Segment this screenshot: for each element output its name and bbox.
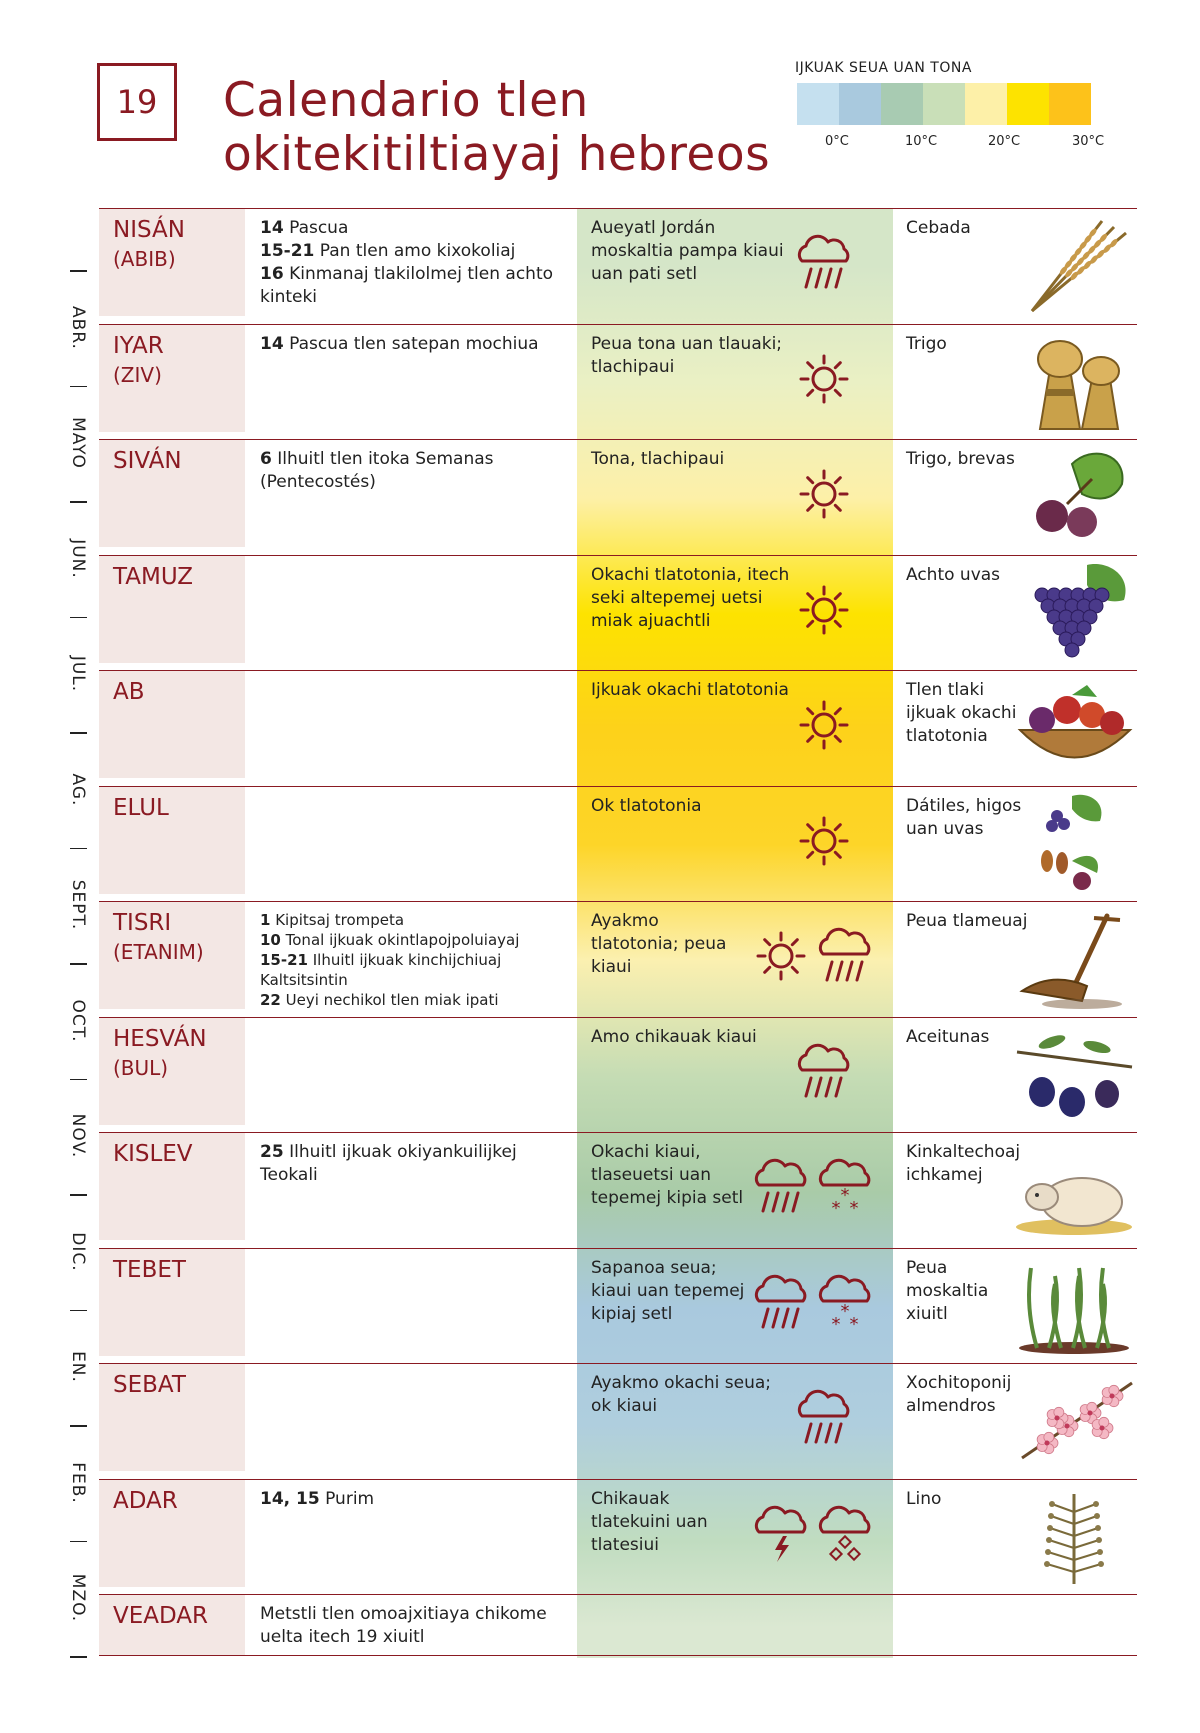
weather-description: Ayakmo okachi seua; ok kiaui <box>591 1373 772 1416</box>
month-name: ELUL <box>113 794 169 821</box>
festival-item <box>260 263 565 309</box>
month-cell <box>99 209 245 316</box>
weather-icons <box>789 462 859 532</box>
gregorian-month-label: AG. <box>68 773 88 807</box>
festival-text: Pascua <box>283 218 349 238</box>
month-cell <box>99 325 245 432</box>
month-row <box>99 901 1137 1017</box>
month-name: HESVÁN <box>113 1025 207 1052</box>
gregorian-month-label: JUN. <box>68 538 88 579</box>
title-line-1: Calendario tlen <box>223 73 589 128</box>
thunderstorm-icon <box>756 1507 804 1562</box>
weather-description: Peua tona uan tlauaki; tlachipaui <box>591 333 783 377</box>
legend-swatch <box>839 83 881 125</box>
festivals <box>260 1141 565 1187</box>
gregorian-month-label: DIC. <box>68 1232 88 1272</box>
festivals <box>260 1488 565 1511</box>
legend-label: 30°C <box>1072 134 1105 149</box>
festival-date: 25 <box>260 1142 284 1162</box>
crop-label: Dátiles, higos uan uvas <box>906 795 1022 839</box>
ruler-tick <box>70 270 87 272</box>
weather-description: Amo chikauak kiaui <box>591 1026 757 1047</box>
crop-label: Achto uvas <box>906 564 1001 585</box>
festival-item <box>260 910 565 930</box>
month-alt-name: (ZIV) <box>113 362 162 387</box>
sun-icon <box>801 818 847 864</box>
festival-text: Pan tlen amo kixokoliaj <box>314 241 516 261</box>
festival-date: 22 <box>260 991 281 1009</box>
temperature-legend <box>795 60 1115 160</box>
sprout-icon <box>1012 1253 1137 1358</box>
crop-label: Kinkaltechoaj ichkamej <box>906 1142 1021 1185</box>
svg-text:*: * <box>849 1313 859 1335</box>
page-number-box <box>97 63 177 141</box>
grapes-icon <box>1012 560 1137 665</box>
svg-text:*: * <box>840 1185 850 1206</box>
ruler-tick <box>70 963 87 965</box>
festival-text: Kinmanaj tlakilolmej tlen achto kinteki <box>260 264 554 307</box>
month-cell <box>99 902 245 1009</box>
hail-cloud-icon <box>820 1507 868 1559</box>
almond-blossom-icon <box>1012 1368 1137 1473</box>
weather-description: Ayakmo tlatotonia; peua kiaui <box>591 911 727 977</box>
month-cell <box>99 1364 245 1471</box>
weather-icons <box>789 1386 859 1456</box>
ruler-tick <box>70 1425 87 1427</box>
barley-icon <box>1012 213 1137 318</box>
festival-item <box>260 240 565 263</box>
ruler-tick <box>70 1194 87 1196</box>
festivals <box>260 333 565 356</box>
svg-text:*: * <box>831 1313 841 1335</box>
month-name: ADAR <box>113 1487 178 1514</box>
month-name: AB <box>113 679 145 705</box>
festival-text: Purim <box>319 1488 375 1509</box>
sun-icon <box>801 702 847 748</box>
page-title <box>223 74 770 182</box>
ruler-tick <box>70 1541 87 1543</box>
rain-cloud-icon <box>756 1276 804 1327</box>
crop-label: Trigo, brevas <box>906 449 1015 469</box>
month-name: TAMUZ <box>113 563 194 590</box>
sun-icon <box>758 933 804 979</box>
month-cell <box>99 1018 245 1125</box>
month-row <box>99 786 1137 902</box>
crop-label: Trigo <box>906 333 947 354</box>
rain-cloud-icon <box>799 1391 847 1442</box>
weather-description: Tona, tlachipaui <box>591 449 725 469</box>
gregorian-month-ruler <box>60 208 96 1658</box>
month-cell <box>99 1595 245 1655</box>
month-row <box>99 1363 1137 1479</box>
month-cell <box>99 671 245 778</box>
weather-description: Ijkuak okachi tlatotonia <box>591 680 789 700</box>
weather-description: Okachi kiaui, tlaseuetsi uan tepemej kipia setl <box>591 1142 744 1208</box>
gregorian-month-label: EN. <box>68 1351 88 1384</box>
month-name: SIVÁN <box>113 448 182 474</box>
rain-cloud-icon <box>756 1160 804 1211</box>
gregorian-month-label: MZO. <box>68 1574 88 1623</box>
month-row <box>99 1017 1137 1133</box>
festivals <box>260 1603 565 1649</box>
festival-text: Pascua tlen satepan mochiua <box>283 333 539 354</box>
weather-description: Chikauak tlatekuini uan tlatesiui <box>591 1488 708 1555</box>
festival-item <box>260 1603 565 1649</box>
snow-cloud-icon <box>820 1160 868 1219</box>
gregorian-month-label: FEB. <box>68 1461 88 1504</box>
month-name: TISRI <box>113 910 172 936</box>
ruler-tick <box>70 1310 87 1312</box>
gregorian-month-label: SEPT. <box>68 879 88 931</box>
ruler-tick <box>70 1656 87 1658</box>
olives-icon <box>1012 1022 1137 1127</box>
gregorian-month-label: NOV. <box>68 1113 88 1159</box>
festival-date: 14, 15 <box>260 1488 320 1509</box>
weather-icons <box>789 693 859 763</box>
month-row <box>99 439 1137 555</box>
weather-icons <box>789 1040 859 1110</box>
festivals <box>260 448 565 494</box>
legend-label: 10°C <box>905 134 938 149</box>
month-name: TEBET <box>113 1256 186 1283</box>
month-name: SEBAT <box>113 1372 186 1398</box>
festivals <box>260 217 565 309</box>
dates-figs-icon <box>1012 791 1137 896</box>
month-alt-name: (ABIB) <box>113 247 176 271</box>
weather-description: Aueyatl Jordán moskaltia pampa kiaui uan pati setl <box>591 218 784 284</box>
gregorian-month-label: ABR. <box>68 305 88 350</box>
ruler-tick <box>70 386 87 388</box>
festival-item <box>260 1141 565 1187</box>
title-line-2: okitekitiltiayaj hebreos <box>223 127 771 182</box>
month-row <box>99 670 1137 786</box>
gregorian-month-label: MAYO <box>68 417 88 470</box>
snow-cloud-icon <box>820 1276 868 1335</box>
festival-item <box>260 1488 565 1511</box>
month-row <box>99 1248 1137 1364</box>
festival-item <box>260 990 565 1010</box>
festival-text: Ilhuitl ijkuak okiyankuilijkej Teokali <box>260 1142 517 1185</box>
month-cell <box>99 787 245 894</box>
weather-icons <box>789 347 859 417</box>
month-row <box>99 1479 1137 1595</box>
ruler-tick <box>70 501 87 503</box>
month-name: VEADAR <box>113 1603 209 1629</box>
crop-label: Lino <box>906 1488 942 1509</box>
ruler-tick <box>70 848 87 850</box>
legend-label: 20°C <box>988 134 1021 149</box>
festival-item <box>260 217 565 240</box>
plow-icon <box>1012 906 1137 1011</box>
weather-icons <box>751 1502 881 1572</box>
festivals <box>260 910 565 1010</box>
festival-text: Tonal ijkuak okintlapojpoluiayaj <box>280 931 520 949</box>
month-row <box>99 555 1137 671</box>
month-row <box>99 1132 1137 1248</box>
gregorian-month-label: JUL. <box>68 656 88 693</box>
svg-text:*: * <box>849 1198 859 1219</box>
festival-date: 16 <box>260 264 284 284</box>
crop-label: Cebada <box>906 218 971 238</box>
month-name: KISLEV <box>113 1141 193 1167</box>
festival-text: Ilhuitl tlen itoka Semanas (Pentecostés) <box>260 449 494 492</box>
legend-swatch <box>797 83 839 125</box>
month-row <box>99 208 1137 324</box>
weather-icons <box>789 231 859 301</box>
festival-date: 14 <box>260 333 284 354</box>
legend-swatch <box>923 83 965 125</box>
month-row <box>99 324 1137 440</box>
weather-icons <box>751 1155 881 1225</box>
festival-date: 15-21 <box>260 951 308 969</box>
svg-text:*: * <box>840 1300 850 1322</box>
weather-icons <box>789 578 859 648</box>
month-name: IYAR <box>113 332 164 359</box>
rain-cloud-icon <box>820 929 868 980</box>
month-cell <box>99 556 245 663</box>
festival-text: Ueyi nechikol tlen miak ipati <box>280 991 499 1009</box>
weather-icons <box>789 809 859 879</box>
festival-date: 10 <box>260 931 281 949</box>
gregorian-month-label: OCT. <box>68 999 88 1043</box>
ruler-tick <box>70 1079 87 1081</box>
festival-text: Metstli tlen omoajxitiaya chikome uelta itech 19 xiuitl <box>260 1604 547 1647</box>
festival-date: 1 <box>260 911 271 929</box>
month-cell <box>99 1249 245 1356</box>
weather-description: Sapanoa seua; kiaui uan tepemej kipiaj setl <box>591 1257 745 1324</box>
legend-color-bar <box>797 83 1091 125</box>
crop-label: Peua tlameuaj <box>906 911 1028 931</box>
month-alt-name: (ETANIM) <box>113 940 204 964</box>
sheep-icon <box>1012 1137 1137 1242</box>
festival-item <box>260 930 565 950</box>
crop-label: Peua moskaltia xiuitl <box>906 1257 989 1324</box>
month-cell <box>99 440 245 547</box>
festival-date: 14 <box>260 218 284 238</box>
weather-icons <box>751 924 881 994</box>
fig-icon <box>1012 444 1137 549</box>
legend-label: 0°C <box>825 134 849 149</box>
month-cell <box>99 1133 245 1240</box>
legend-swatch <box>1049 83 1091 125</box>
svg-text:*: * <box>831 1198 841 1219</box>
ruler-tick <box>70 617 87 619</box>
festival-date: 15-21 <box>260 241 315 261</box>
weather-description: Ok tlatotonia <box>591 795 702 816</box>
header <box>0 0 1200 200</box>
rain-cloud-icon <box>799 1045 847 1096</box>
weather-icons <box>751 1271 881 1341</box>
flax-icon <box>1012 1484 1137 1589</box>
month-cell <box>99 1480 245 1587</box>
ruler-tick <box>70 732 87 734</box>
crop-label: Aceitunas <box>906 1026 990 1047</box>
legend-swatch <box>881 83 923 125</box>
page-number: 19 <box>116 83 158 121</box>
festival-text: Kipitsaj trompeta <box>270 911 405 929</box>
legend-swatch <box>1007 83 1049 125</box>
festival-text: Ilhuitl ijkuak kinchijchiuaj Kaltsitsintin <box>260 951 502 989</box>
legend-swatch <box>965 83 1007 125</box>
festival-date: 6 <box>260 449 272 469</box>
wheat-sheaf-icon <box>1012 329 1137 434</box>
festival-item <box>260 950 565 990</box>
month-alt-name: (BUL) <box>113 1055 169 1080</box>
sun-icon <box>801 587 847 633</box>
festival-item <box>260 333 565 356</box>
legend-title: IJKUAK SEUA UAN TONA <box>795 60 972 76</box>
weather-description: Okachi tlatotonia, itech seki altepemej uetsi miak ajuachtli <box>591 564 790 631</box>
fruit-basket-icon <box>1012 675 1137 780</box>
sun-icon <box>801 356 847 402</box>
rain-cloud-icon <box>799 236 847 287</box>
month-row <box>99 1594 1137 1656</box>
crop-label: Tlen tlaki ijkuak okachi tlatotonia <box>906 680 1017 746</box>
sun-icon <box>801 471 847 517</box>
month-name: NISÁN <box>113 217 185 243</box>
festival-item <box>260 448 565 494</box>
crop-label: Xochitoponij almendros <box>906 1373 1012 1416</box>
